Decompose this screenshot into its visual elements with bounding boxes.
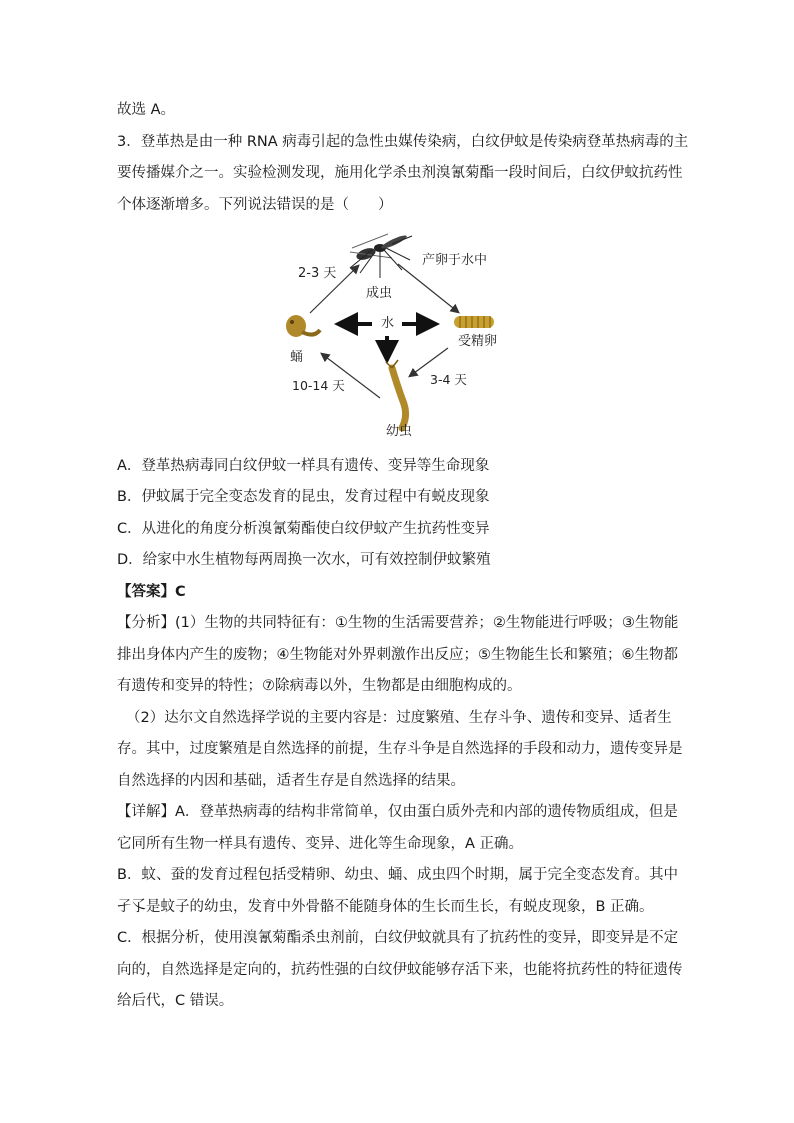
- analysis-line: 有遗传和变异的特性；⑦除病毒以外，生物都是由细胞构成的。: [117, 678, 522, 694]
- explanation-line: 【详解】A．登革热病毒的结构非常简单，仅由蛋白质外壳和内部的遗传物质组成，但是: [117, 804, 678, 820]
- explanation-line: 它同所有生物一样具有遗传、变异、进化等生命现象，A 正确。: [117, 836, 524, 852]
- larva-icon: [386, 360, 406, 428]
- option-d: D．给家中水生植物每两周换一次水，可有效控制伊蚊繁殖: [117, 552, 491, 568]
- adult-mosquito-icon: [350, 233, 412, 278]
- question-stem-line: 3．登革热是由一种 RNA 病毒引起的急性虫媒传染病，白纹伊蚊是传染病登革热病毒的主: [117, 134, 689, 150]
- explanation-line: 给后代，C 错误。: [117, 993, 234, 1009]
- answer-line: 【答案】C: [117, 584, 186, 600]
- pupa-label: 蛹: [290, 350, 304, 365]
- option-b: B．伊蚊属于完全变态发育的昆虫，发育过程中有蜕皮现象: [117, 489, 490, 505]
- larva-label: 幼虫: [386, 424, 413, 439]
- explanation-line: B．蚊、蚕的发育过程包括受精卵、幼虫、蛹、成虫四个时期，属于完全变态发育。其中: [117, 867, 678, 883]
- water-label: 水: [381, 316, 395, 331]
- time-label-pupa-adult: 2-3 天: [298, 266, 337, 281]
- analysis-line: （2）达尔文自然选择学说的主要内容是：过度繁殖、生存斗争、遗传和变异、适者生: [126, 710, 672, 726]
- option-a: A．登革热病毒同白纹伊蚊一样具有遗传、变异等生命现象: [117, 458, 490, 474]
- analysis-line: 存。其中，过度繁殖是自然选择的前提，生存斗争是自然选择的手段和动力，遗传变异是: [117, 741, 683, 757]
- time-label-egg-larva: 3-4 天: [430, 372, 467, 387]
- egg-label: 受精卵: [458, 334, 498, 349]
- analysis-line: 【分析】(1）生物的共同特征有：①生物的生活需要营养；②生物能进行呼吸；③生物能: [117, 615, 679, 631]
- arrow-adult-to-egg: [398, 264, 458, 312]
- option-c: C．从进化的角度分析溴氰菊酯使白纹伊蚊产生抗药性变异: [117, 521, 490, 537]
- explanation-line: C．根据分析，使用溴氰菊酯杀虫剂前，白纹伊蚊就具有了抗药性的变异，即变异是不定: [117, 930, 679, 946]
- question-stem-line: 要传播媒介之一。实验检测发现，施用化学杀虫剂溴氰菊酯一段时间后，白纹伊蚊抗药性: [117, 165, 683, 181]
- explanation-line: 向的，自然选择是定向的，抗药性强的白纹伊蚊能够存活下来，也能将抗药性的特征遗传: [117, 962, 683, 978]
- question-stem-line: 个体逐渐增多。下列说法错误的是（ ）: [117, 197, 393, 213]
- text-line: 故选 A。: [117, 102, 176, 118]
- pupa-icon: [286, 315, 320, 337]
- adult-label: 成虫: [366, 286, 393, 301]
- analysis-line: 自然选择的内因和基础，适者生存是自然选择的结果。: [117, 773, 465, 789]
- analysis-line: 排出身体内产生的废物；④生物能对外界刺激作出反应；⑤生物能生长和繁殖；⑥生物都: [117, 647, 678, 663]
- egg-laying-label: 产卵于水中: [422, 253, 488, 268]
- time-label-larva-pupa: 10-14 天: [292, 378, 345, 393]
- explanation-line: 孑孓是蚊子的幼虫，发育中外骨骼不能随身体的生长而生长，有蜕皮现象，B 正确。: [117, 899, 654, 915]
- egg-raft-icon: [454, 316, 494, 328]
- mosquito-life-cycle-diagram: [280, 228, 520, 443]
